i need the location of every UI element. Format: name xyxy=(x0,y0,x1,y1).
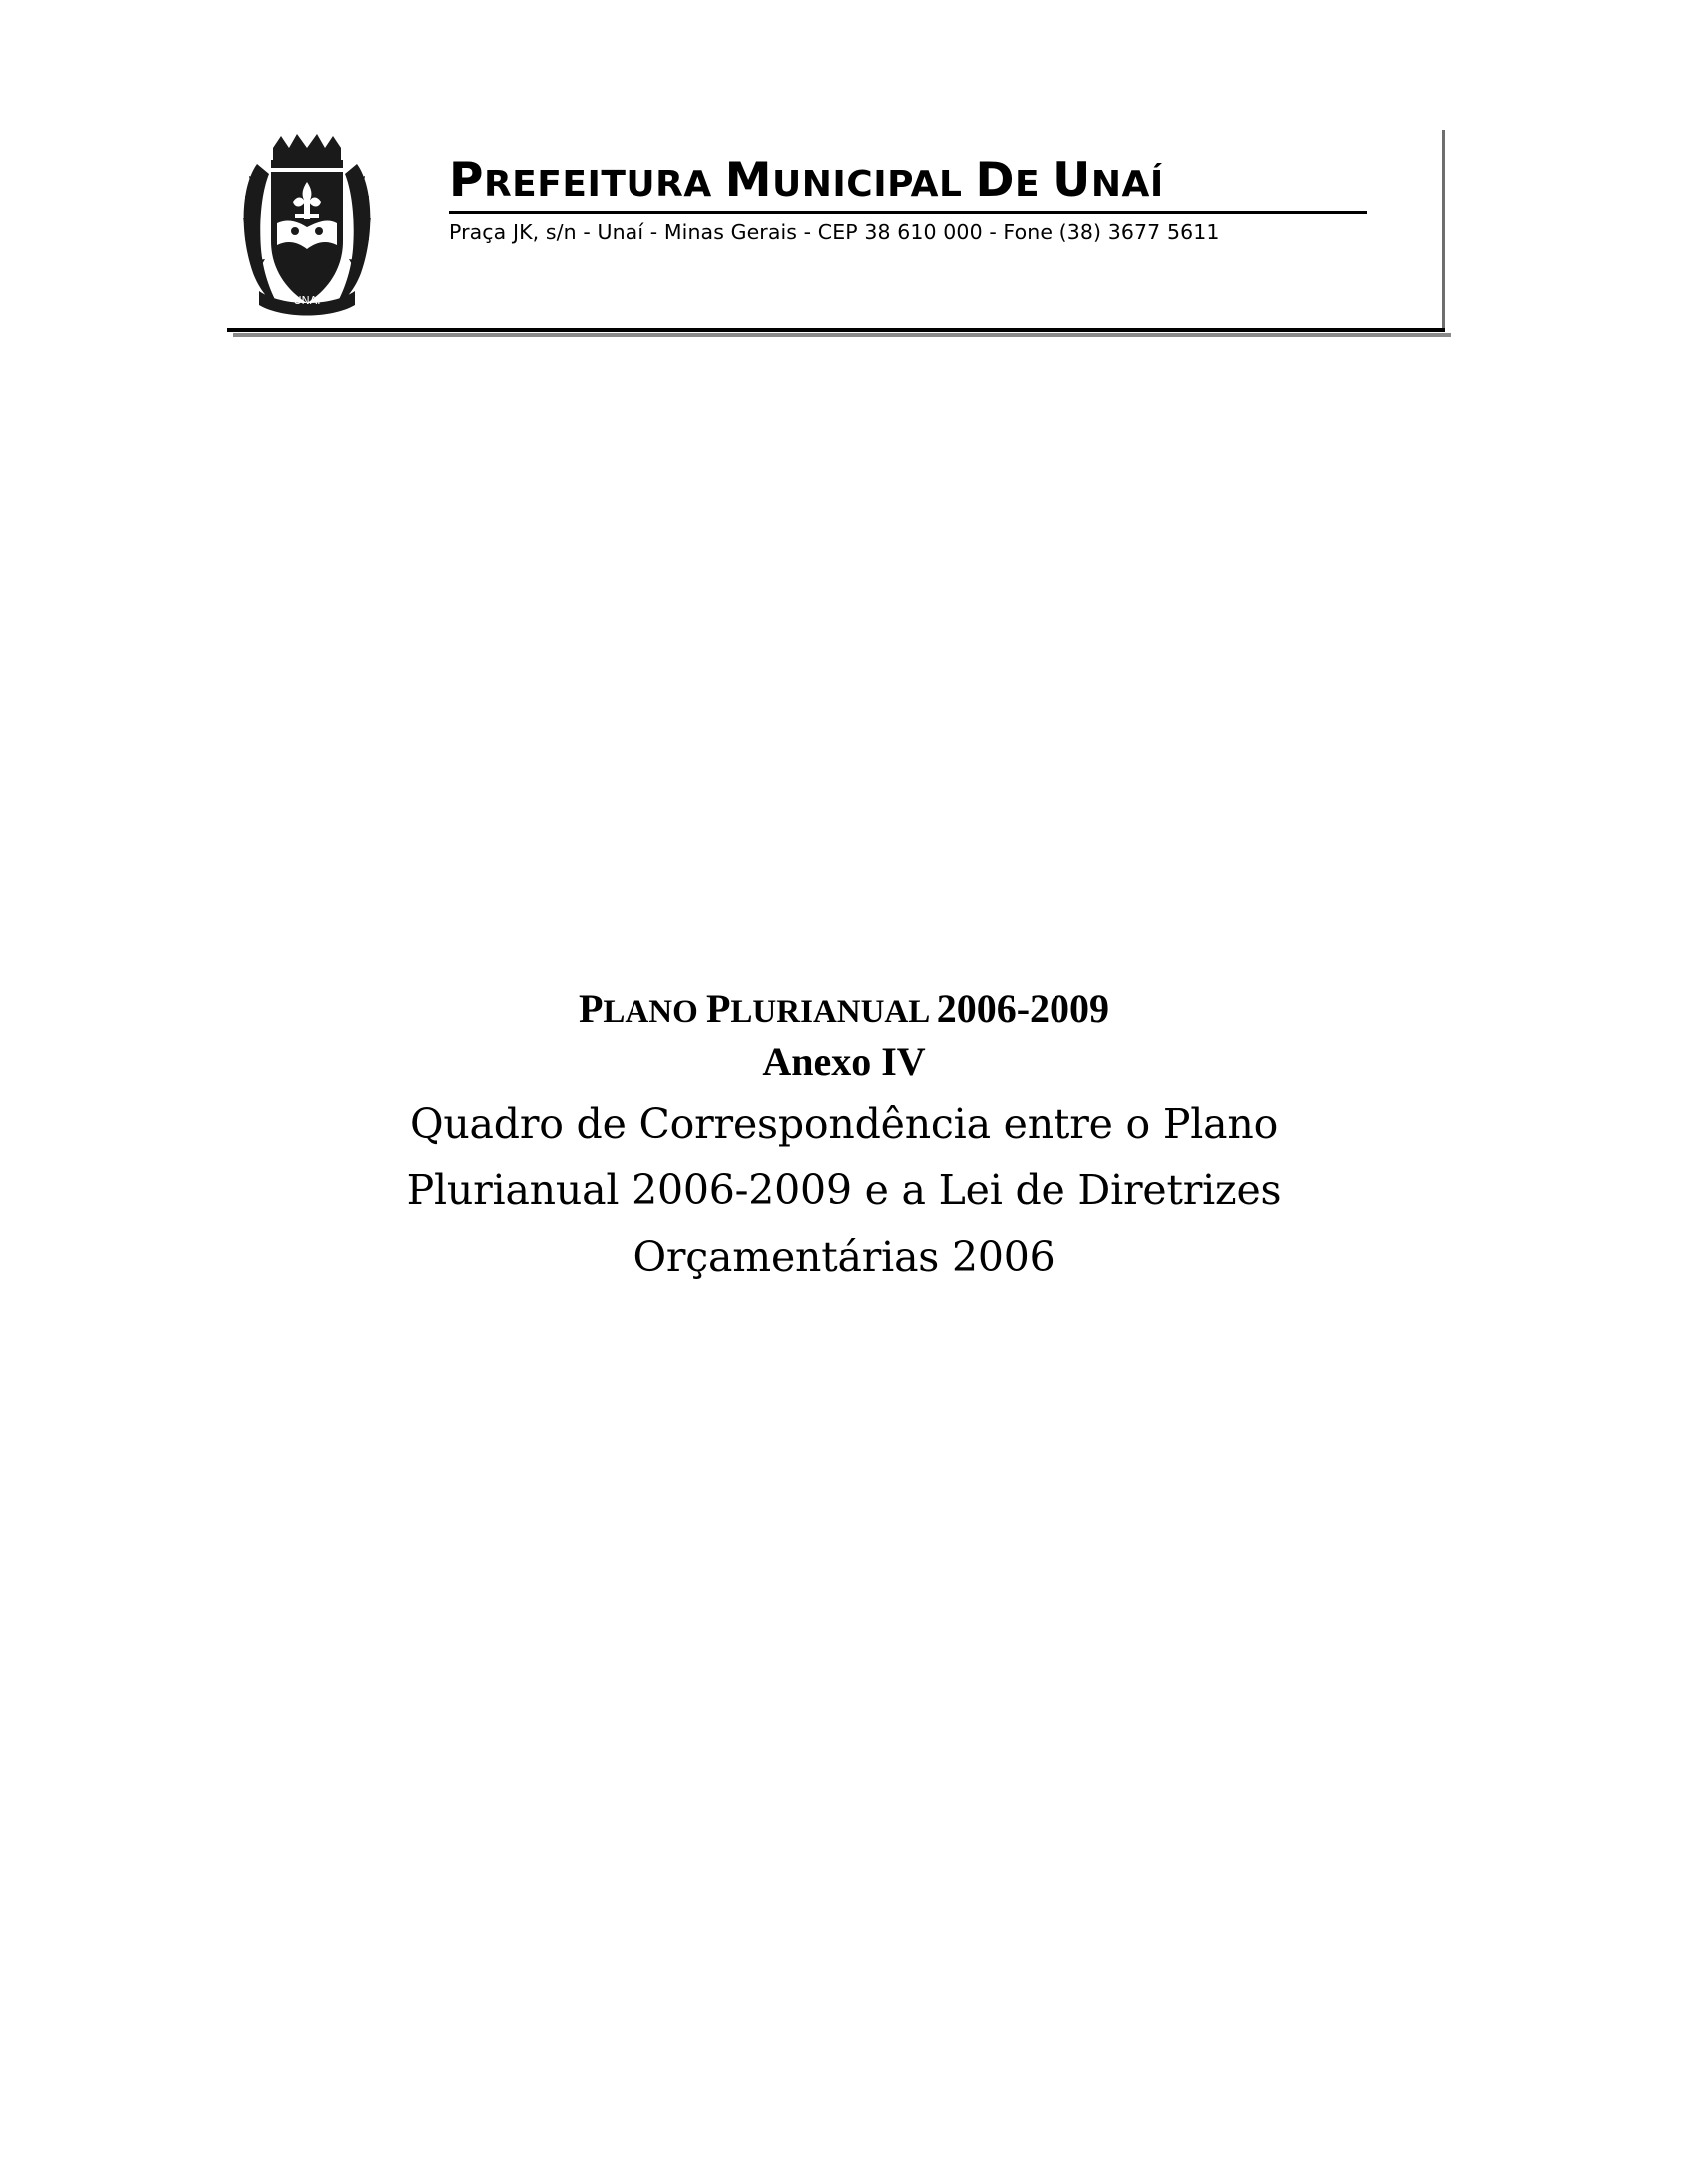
annex-label: Anexo IV xyxy=(762,1039,926,1085)
org-title-rest-3: E xyxy=(1015,164,1054,205)
org-title-cap-u: U xyxy=(1053,153,1091,208)
organization-title xyxy=(449,153,1407,208)
document-subtitle-line-3: Orçamentárias 2006 xyxy=(633,1232,1055,1281)
plan-title-years: 2006-2009 xyxy=(936,986,1110,1031)
letterhead-right-rule xyxy=(1442,130,1445,329)
org-title-rest-2: UNICIPAL xyxy=(772,164,976,205)
plan-title-rest-2: LURIANUAL xyxy=(730,994,937,1030)
org-title-cap-d: D xyxy=(975,153,1016,208)
org-title-cap-m: M xyxy=(724,153,773,208)
document-subtitle-line-1: Quadro de Correspondência entre o Plano xyxy=(409,1100,1279,1149)
plan-title-rest-1: LANO xyxy=(603,994,706,1030)
page-title xyxy=(245,983,1443,1034)
org-title-cap-p: P xyxy=(449,153,484,208)
plan-title-cap-p2: P xyxy=(705,986,731,1031)
unai-coat-of-arms-icon xyxy=(227,124,387,323)
letterhead-bottom-rule-shadow xyxy=(233,333,1451,337)
letterhead-divider xyxy=(449,211,1367,214)
org-title-rest-1: REFEITURA xyxy=(483,164,725,205)
organization-address: Praça JK, s/n - Unaí - Minas Gerais - CEP 38 610 000 - Fone (38) 3677 5611 xyxy=(449,220,1220,245)
letterhead-bottom-rule xyxy=(227,328,1445,332)
letterhead-text xyxy=(449,153,1407,245)
plan-title-cap-p1: P xyxy=(578,986,604,1031)
document-subtitle-line-2: Plurianual 2006-2009 e a Lei de Diretrizes xyxy=(406,1166,1282,1215)
document-title-block xyxy=(245,983,1443,1286)
letterhead xyxy=(227,118,1445,332)
org-title-rest-4: NAÍ xyxy=(1090,164,1164,205)
svg-text:UNAÍ: UNAÍ xyxy=(293,294,321,307)
